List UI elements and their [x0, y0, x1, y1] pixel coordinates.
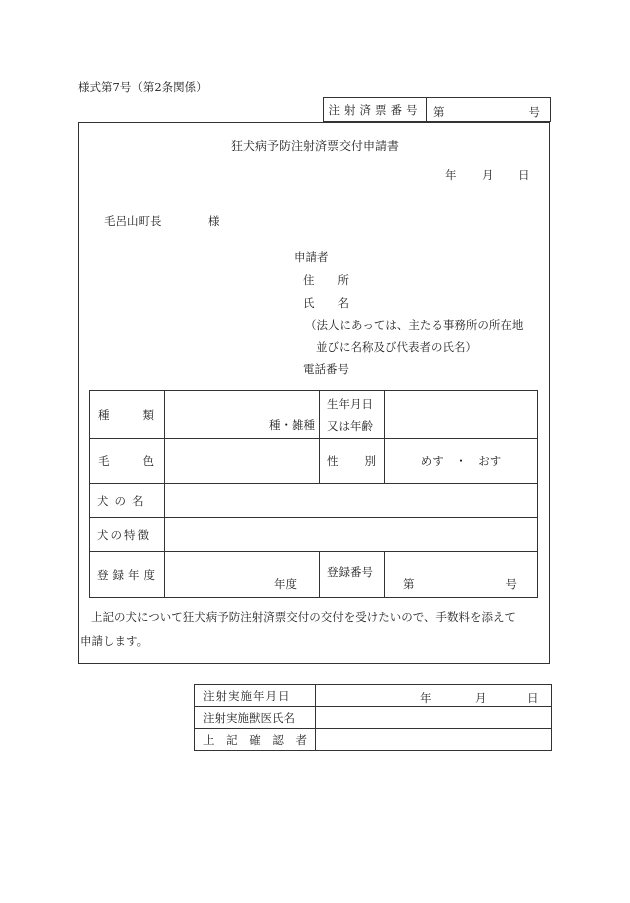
date-day: 日: [518, 168, 530, 182]
breed-field[interactable]: [165, 391, 320, 439]
form-number: 様式第7号（第2条関係）: [78, 80, 208, 94]
applicant-address-label: 住 所: [303, 273, 349, 287]
injection-date-label: 注射実施年月日: [195, 685, 316, 707]
dog-info-table: [89, 390, 538, 598]
reg-year-label: 登録年度: [90, 552, 165, 598]
reg-no-field[interactable]: [385, 552, 538, 598]
confirmer-field[interactable]: [316, 729, 552, 751]
ticket-number-prefix: 第: [433, 105, 445, 119]
ticket-number-suffix: 号: [528, 105, 540, 119]
table-row: [90, 518, 538, 552]
reg-no-label: 登録番号: [320, 552, 385, 598]
features-field[interactable]: [165, 518, 538, 552]
ticket-number-label: 注射済票番号: [324, 98, 427, 122]
confirmer-char-3: 確: [249, 732, 261, 747]
table-row: [90, 439, 538, 484]
color-label-char-1: 毛: [98, 454, 110, 468]
reg-no-suffix: 号: [505, 577, 517, 591]
confirmer-char-2: 記: [226, 732, 238, 747]
injection-record-table: [194, 684, 552, 751]
date-month: 月: [482, 168, 494, 182]
ticket-number-field[interactable]: [427, 98, 551, 122]
breed-label-char-1: 種: [98, 407, 110, 422]
statement-line1: 上記の犬について狂犬病予防注射済票交付の交付を受けたいので、手数料を添えて: [91, 610, 517, 624]
dog-name-label: 犬の名: [90, 484, 165, 518]
form-title: 狂犬病予防注射済票交付申請書: [230, 139, 399, 153]
breed-label-char-2: 類: [142, 407, 154, 422]
injection-date-field[interactable]: [316, 685, 552, 707]
table-row: [90, 391, 538, 439]
date-year: 年: [445, 168, 457, 182]
addressee-honorific: 様: [208, 214, 220, 228]
color-field[interactable]: [165, 439, 320, 484]
birth-label-cell: [320, 391, 385, 439]
injection-date-month: 月: [475, 691, 487, 705]
table-row: [195, 729, 552, 751]
birth-label-line1: 生年月日: [327, 396, 373, 411]
reg-year-suffix: 年度: [274, 577, 297, 591]
color-label-char-2: 色: [142, 454, 154, 468]
applicant-note-line1: （法人にあっては、主たる事務所の所在地: [305, 318, 524, 332]
applicant-name-label: 氏 名: [303, 296, 349, 310]
addressee-name: 毛呂山町長: [104, 214, 162, 228]
applicant-note-line2: 並びに名称及び代表者の氏名）: [316, 340, 477, 354]
ticket-number-box: [323, 97, 551, 122]
confirmer-char-1: 上: [203, 732, 215, 747]
breed-label-cell: [90, 391, 165, 439]
table-row: [90, 484, 538, 518]
statement-line2: 申請します。: [80, 634, 149, 648]
confirmer-char-5: 者: [295, 732, 307, 747]
birth-label-line2: 又は年齢: [327, 418, 373, 433]
applicant-heading: 申請者: [294, 250, 329, 264]
vet-name-field[interactable]: [316, 707, 552, 729]
vet-name-label: 注射実施獣医氏名: [195, 707, 316, 729]
features-label: 犬の特徴: [90, 518, 165, 552]
injection-date-day: 日: [527, 691, 539, 705]
dog-name-field[interactable]: [165, 484, 538, 518]
injection-date-year: 年: [420, 691, 432, 705]
sex-label-char-1: 性: [327, 454, 339, 468]
reg-year-field[interactable]: [165, 552, 320, 598]
table-row: [195, 685, 552, 707]
sex-label-cell: [320, 439, 385, 484]
applicant-phone-label: 電話番号: [303, 362, 349, 376]
birth-field[interactable]: [385, 391, 538, 439]
table-row: [90, 552, 538, 598]
sex-options-field[interactable]: めす ・ おす: [385, 439, 538, 484]
table-row: [195, 707, 552, 729]
confirmer-label-cell: [195, 729, 316, 751]
sex-label-char-2: 別: [364, 454, 376, 468]
breed-hint: 種・雑種: [269, 418, 315, 432]
confirmer-char-4: 認: [272, 732, 284, 747]
reg-no-prefix: 第: [403, 577, 415, 591]
color-label-cell: [90, 439, 165, 484]
